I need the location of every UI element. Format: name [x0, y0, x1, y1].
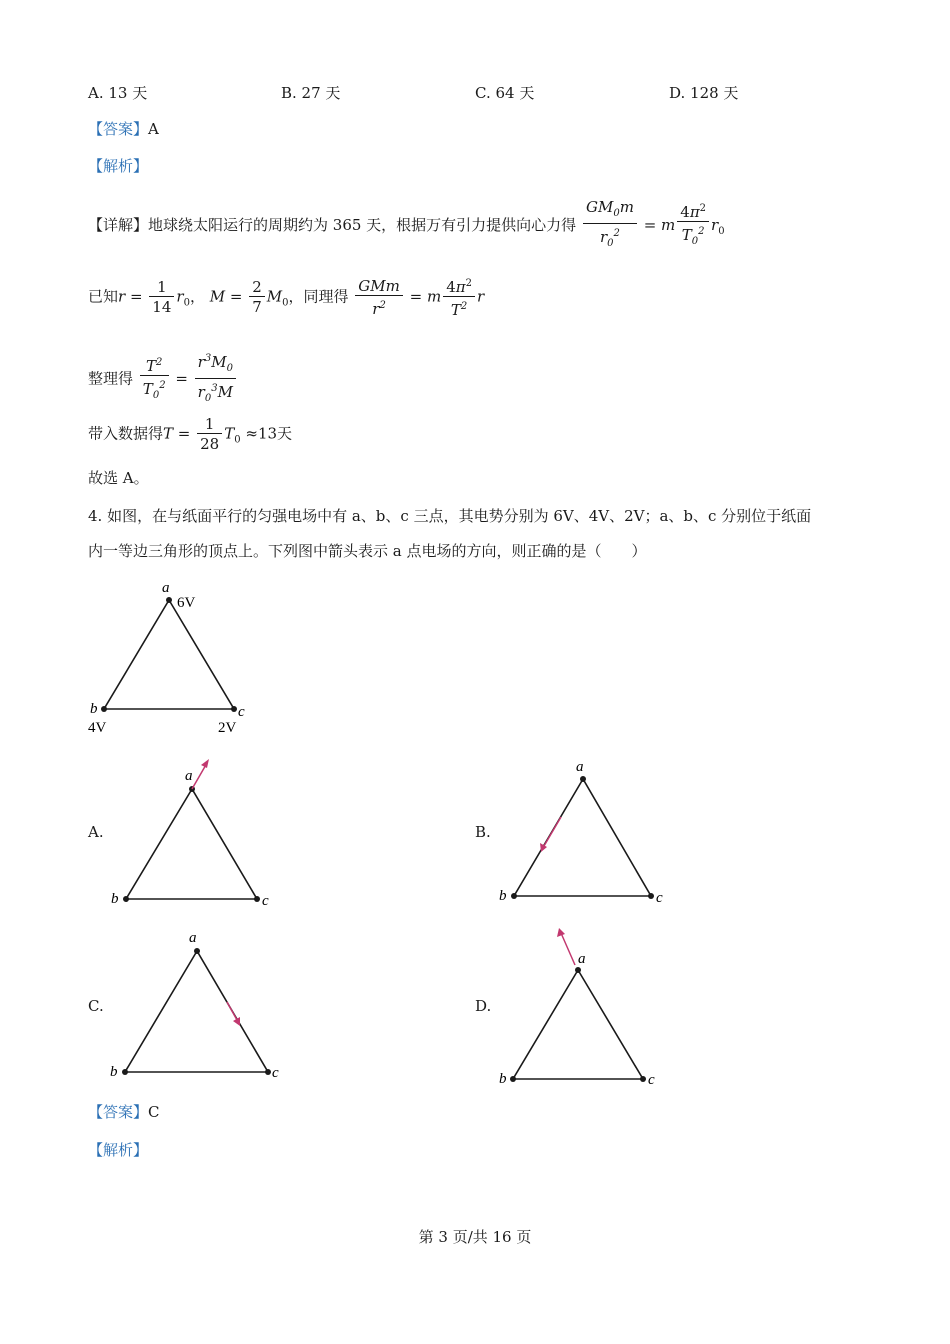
q3-conclusion: 故选 A。 [88, 469, 149, 487]
q3-option-b: B. 27 天 [281, 84, 341, 102]
gravity-fraction-2: $\frac{\text{GMm}}{r^2}$ [355, 277, 403, 319]
vertex-c-dot [231, 706, 237, 712]
vertex-c-label: c [272, 1065, 279, 1081]
vertex-b-dot [122, 1069, 128, 1075]
answer-tag: 【答案】 [88, 120, 149, 138]
answer-value: A [148, 120, 159, 138]
vertex-b-label: b [90, 701, 98, 717]
q3-answer-line [88, 118, 159, 140]
arrow-head [540, 843, 547, 852]
vertex-c-dot [265, 1069, 271, 1075]
q4-option-a-label: A. [88, 823, 104, 841]
answer-value: C [148, 1103, 160, 1121]
vertex-a-label: a [185, 768, 193, 784]
field-arrow [561, 933, 575, 965]
q4-option-a-figure [100, 755, 300, 915]
q4-option-c-figure [100, 925, 300, 1085]
vertex-b-dot [101, 706, 107, 712]
q3-option-c: C. 64 天 [475, 84, 535, 102]
field-arrow [544, 817, 561, 846]
vertex-a-dot [580, 776, 586, 782]
vertex-b-dot [510, 1076, 516, 1082]
vertex-c-label: c [238, 704, 245, 720]
vertex-b-label: b [111, 891, 119, 907]
potential-c-label: 2V [218, 720, 237, 736]
triangle [125, 951, 268, 1072]
field-arrow [227, 1002, 237, 1020]
vertex-a-dot [194, 948, 200, 954]
vertex-b-label: b [499, 888, 507, 904]
q4-option-d-label: D. [475, 997, 492, 1015]
field-arrow [192, 763, 207, 789]
known-prefix: 已知 [88, 287, 119, 306]
triangle [513, 970, 643, 1079]
result-days: ≈13天 [245, 424, 293, 443]
q4-option-b-figure [490, 755, 690, 915]
vertex-a-label: a [162, 580, 170, 596]
analysis-tag: 【解析】 [88, 1141, 149, 1159]
gravity-fraction: $\frac{GM_0m}{r_0^2}$ [583, 198, 637, 254]
vertex-c-dot [640, 1076, 646, 1082]
vertex-b-dot [123, 896, 129, 902]
q4-stem-line-2: 内一等边三角形的顶点上。下列图中箭头表示 a 点电场的方向，则正确的是（ ） [88, 542, 647, 560]
q3-arrange-line: 整理得 $\frac{T^2}{T_0^2}$ = $\frac{r^3M_0}{r_0^3M}$ [88, 350, 238, 409]
q4-option-b-label: B. [475, 823, 491, 841]
arrow-head [557, 928, 565, 937]
q4-option-c-label: C. [88, 997, 104, 1015]
similar-text: ，同理得 [288, 287, 349, 306]
vertex-c-dot [648, 893, 654, 899]
answer-tag: 【答案】 [88, 1103, 149, 1121]
potential-b-label: 4V [88, 720, 107, 736]
r-ratio-fraction: $\frac{1}{14}$ [149, 278, 174, 317]
q4-main-figure [80, 575, 280, 745]
triangle [126, 789, 257, 899]
centripetal-fraction: $\frac{4\pi^2}{T_0^2}$ [677, 200, 709, 252]
radius-mass-fraction: $\frac{r^3M_0}{r_0^3M}$ [195, 350, 236, 409]
m-ratio-fraction: $\frac{2}{7}$ [249, 278, 265, 317]
substitute-text: 带入数据得 [88, 424, 164, 443]
q4-analysis-line [88, 1139, 148, 1161]
centripetal-fraction-2: $\frac{4\pi^2}{T^2}$ [443, 275, 475, 320]
page-footer: 第 3 页/共 16 页 [418, 1228, 532, 1246]
vertex-b-dot [511, 893, 517, 899]
q4-stem-line-1: 4. 如图，在与纸面平行的匀强电场中有 a、b、c 三点，其电势分别为 6V、4V、2V；a、b、c 分别位于纸面 [88, 507, 812, 525]
q3-analysis-line [88, 155, 148, 177]
vertex-a-dot [166, 597, 172, 603]
arrange-text: 整理得 [88, 369, 134, 388]
q3-known-line: 已知r = $\frac{1}{14}$ $r_0$， M = $\frac{2}{7}$ $M_0$，同理得 $\frac{\text{GMm}}{r^2}$ = m $\frac{4\pi^2}{T^2}$ r [88, 276, 485, 319]
triangle [514, 779, 651, 896]
detail-text: 地球绕太阳运行的周期约为 365 天，根据万有引力提供向心力得 [148, 216, 577, 234]
vertex-b-label: b [110, 1064, 118, 1080]
vertex-c-label: c [648, 1072, 655, 1088]
vertex-c-dot [254, 896, 260, 902]
analysis-tag: 【解析】 [88, 157, 149, 175]
period-ratio-fraction: $\frac{T^2}{T_0^2}$ [140, 354, 169, 406]
q3-option-d: D. 128 天 [669, 84, 739, 102]
arrow-head [201, 759, 209, 768]
q3-detail-line: 【详解】地球绕太阳运行的周期约为 365 天，根据万有引力提供向心力得 $\frac{GM_0m}{r_0^2}$ = m $\frac{4\pi^2}{T_0^2}$ $r_0$ [88, 198, 725, 254]
known-separator: ， [189, 287, 205, 306]
vertex-a-label: a [576, 759, 584, 775]
potential-a-label: 6V [177, 595, 196, 611]
vertex-a-label: a [189, 930, 197, 946]
q4-answer-line [88, 1101, 160, 1123]
q3-substitute-line: 带入数据得T = $\frac{1}{28}$ $T_0 \approx 13$天 [88, 415, 293, 453]
vertex-c-label: c [262, 893, 269, 909]
q4-option-d-figure [490, 925, 690, 1090]
triangle [104, 600, 234, 709]
vertex-c-label: c [656, 890, 663, 906]
vertex-a-dot [575, 967, 581, 973]
detail-tag: 【详解】 [88, 216, 149, 234]
t-fraction: $\frac{1}{28}$ [197, 415, 222, 454]
vertex-b-label: b [499, 1071, 507, 1087]
q3-option-a: A. 13 天 [88, 84, 148, 102]
vertex-a-label: a [578, 951, 586, 967]
